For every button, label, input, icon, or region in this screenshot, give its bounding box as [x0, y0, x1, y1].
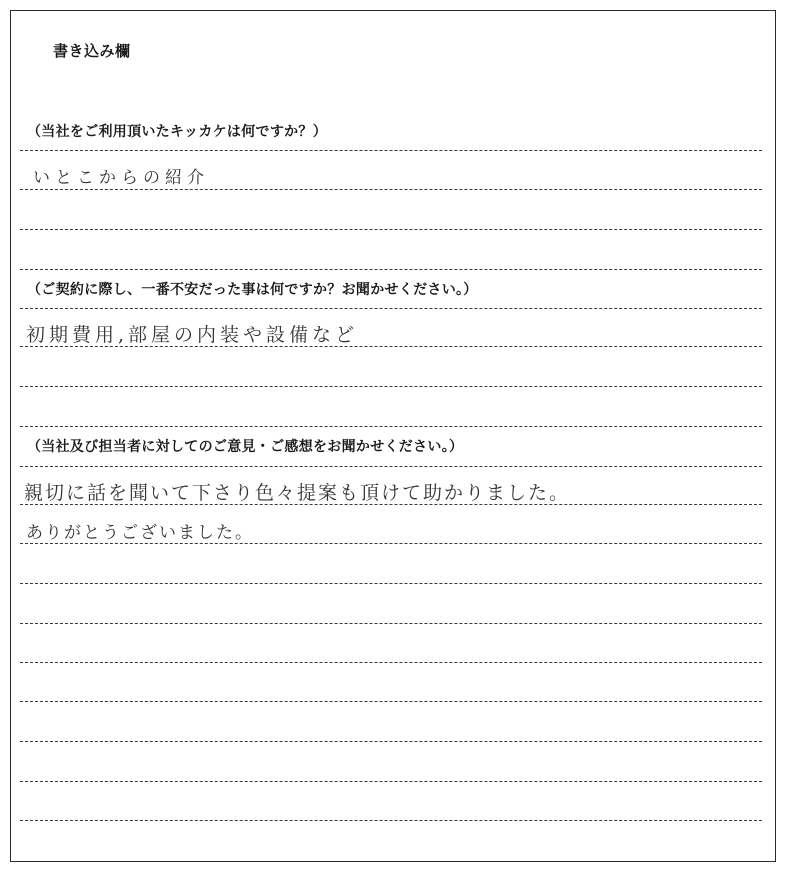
question-1: （当社をご利用頂いたキッカケは何ですか？）: [27, 124, 328, 140]
answer-line: [20, 466, 762, 467]
answer-line: [20, 662, 762, 663]
answer-line: [20, 820, 762, 821]
answer-line: [20, 308, 762, 309]
answer-line: [20, 781, 762, 782]
answer-line: [20, 346, 762, 347]
handwritten-answer-2: 初期費用,部屋の内装や設備など: [26, 324, 359, 346]
answer-line: [20, 543, 762, 544]
answer-line: [20, 623, 762, 624]
form-title: 書き込み欄: [53, 42, 131, 60]
answer-line: [20, 189, 762, 190]
answer-line: [20, 504, 762, 505]
question-3: （当社及び担当者に対してのご意見・ご感想をお聞かせください。）: [27, 439, 464, 455]
question-2: （ご契約に際し、一番不安だった事は何ですか？お聞かせください。）: [27, 282, 478, 298]
answer-line: [20, 269, 762, 270]
answer-line: [20, 150, 762, 151]
answer-line: [20, 701, 762, 702]
answer-line: [20, 741, 762, 742]
answer-line: [20, 426, 762, 427]
handwritten-answer-3a: 親切に話を聞いて下さり色々提案も頂けて助かりました。: [24, 482, 571, 504]
answer-line: [20, 583, 762, 584]
handwritten-answer-1: いとこからの紹介: [33, 168, 209, 188]
handwritten-answer-3b: ありがとうございました。: [26, 523, 254, 543]
answer-line: [20, 386, 762, 387]
answer-line: [20, 229, 762, 230]
